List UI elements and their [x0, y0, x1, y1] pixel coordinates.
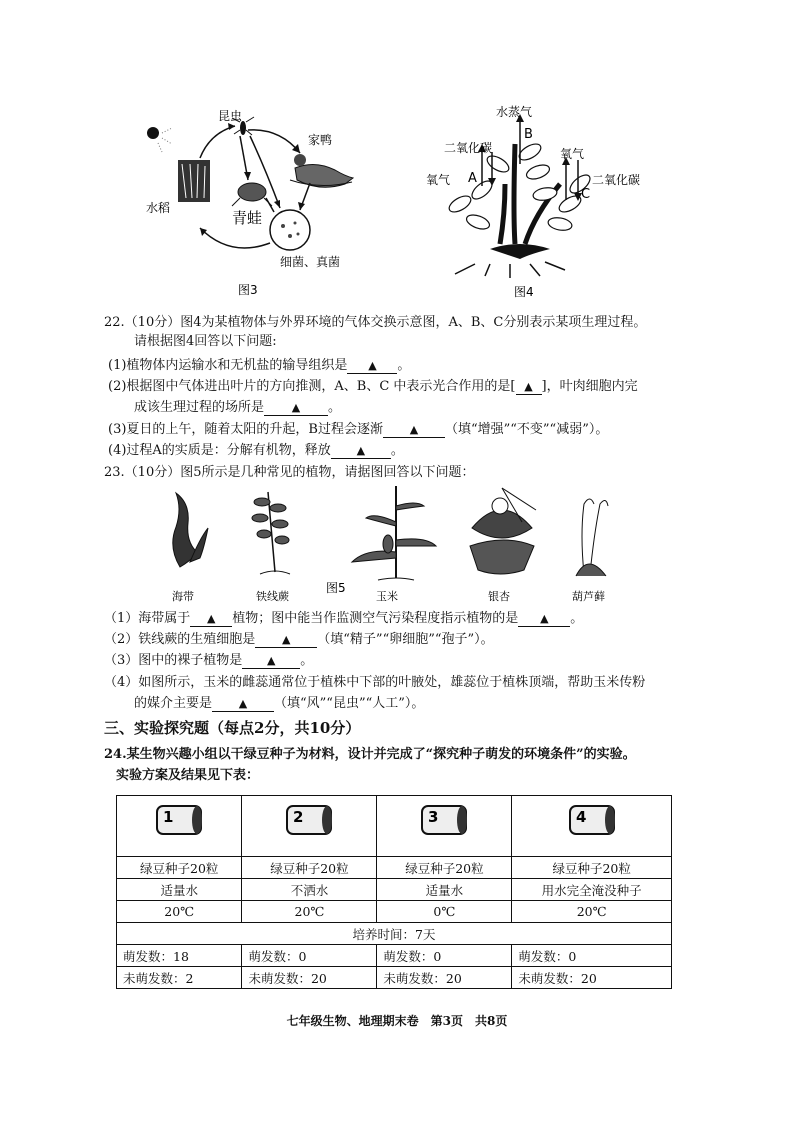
duck-icon — [290, 154, 353, 187]
frog-icon — [232, 183, 272, 206]
q22-stem2: 请根据图4回答以下问题: — [134, 334, 277, 349]
moss-icon — [576, 499, 608, 576]
temp-cell: 20℃ — [512, 901, 672, 923]
table-row — [117, 901, 672, 923]
ginkgo-icon — [470, 488, 536, 574]
not-germinated-cell: 未萌发数：20 — [242, 967, 377, 989]
frog-label: 青蛙 — [232, 209, 263, 227]
section-3-heading: 三、实验探究题（每点2分，共10分） — [104, 719, 361, 737]
answer-blank: ▲ — [242, 654, 300, 669]
figure-3 — [140, 108, 370, 303]
page-footer: 七年级生物、地理期末卷 第3页 共8页 — [286, 1014, 508, 1028]
answer-blank: ▲ — [212, 697, 274, 712]
answer-blank: ▲ — [255, 633, 317, 648]
q24-stem: 24.某生物兴趣小组以干绿豆种子为材料，设计并完成了“探究种子萌发的环境条件”的实验。 — [104, 747, 636, 762]
insect-label: 昆虫 — [218, 109, 243, 123]
jar-number: 1 — [163, 808, 174, 826]
figure-4 — [420, 104, 670, 304]
jar-cell — [377, 796, 512, 857]
fig4-caption: 图4 — [514, 285, 534, 299]
answer-blank: ▲ — [383, 423, 445, 438]
q22-stem: 22.（10分）图4为某植物体与外界环境的气体交换示意图，A、B、C分别表示某项生理过程。 — [104, 315, 647, 330]
o2-left-label: 氧气 — [426, 173, 451, 187]
answer-blank: ▲ — [347, 359, 397, 374]
seed-cell: 绿豆种子20粒 — [117, 857, 242, 879]
plant-label-moss: 葫芦藓 — [572, 590, 605, 603]
jar-cell — [242, 796, 377, 857]
germinated-cell: 萌发数：18 — [117, 945, 242, 967]
seed-cell: 绿豆种子20粒 — [512, 857, 672, 879]
jar-cell — [117, 796, 242, 857]
q22-item4: (4)过程A的实质是：分解有机物，释放 ▲ 。 — [108, 443, 404, 458]
water-cell: 适量水 — [117, 879, 242, 901]
time-cell: 培养时间：7天 — [117, 923, 672, 945]
a-label: A — [468, 171, 477, 186]
plant-label-corn: 玉米 — [376, 590, 398, 603]
q23-item3: （3）图中的裸子植物是 ▲ 。 — [104, 653, 314, 668]
q23-item1: （1）海带属于 ▲ 植物；图中能当作监测空气污染程度指示植物的是 ▲ 。 — [104, 611, 584, 626]
jar-icon — [151, 800, 207, 840]
table-row — [117, 879, 672, 901]
table-row — [117, 967, 672, 989]
jar-number: 2 — [293, 808, 304, 826]
q23-item4b: 的媒介主要是 ▲ （填“风”“昆虫”“人工”）。 — [134, 696, 425, 711]
answer-blank: ▲ — [264, 401, 328, 416]
q22-item2b: 成该生理过程的场所是 ▲ 。 — [134, 400, 342, 415]
rice-label: 水稻 — [146, 201, 171, 215]
fig5-caption: 图5 — [326, 581, 346, 595]
jar-icon — [281, 800, 337, 840]
q23-stem: 23.（10分）图5所示是几种常见的植物，请据图回答以下问题： — [104, 465, 475, 480]
jar-icon — [564, 800, 620, 840]
fig3-caption: 图3 — [238, 283, 258, 297]
corn-icon — [352, 486, 436, 580]
germinated-cell: 萌发数：0 — [242, 945, 377, 967]
temp-cell: 0℃ — [377, 901, 512, 923]
plant-label-kelp: 海带 — [172, 590, 194, 603]
germinated-cell: 萌发数：0 — [512, 945, 672, 967]
sun-icon — [147, 127, 159, 139]
jar-cell — [512, 796, 672, 857]
answer-blank: ▲ — [516, 380, 542, 395]
q22-item1: (1)植物体内运输水和无机盐的输导组织是 ▲ 。 — [108, 358, 411, 373]
kelp-icon — [173, 493, 208, 567]
o2-right-label: 氧气 — [560, 147, 585, 161]
not-germinated-cell: 未萌发数：2 — [117, 967, 242, 989]
table-row — [117, 796, 672, 857]
answer-blank: ▲ — [190, 612, 232, 627]
c-label: C — [581, 187, 591, 202]
answer-blank: ▲ — [331, 444, 391, 459]
co2-left-label: 二氧化碳 — [444, 141, 493, 155]
microbe-icon — [270, 210, 310, 250]
temp-cell: 20℃ — [117, 901, 242, 923]
fern-icon — [252, 492, 290, 574]
plant-label-ginkgo: 银杏 — [488, 590, 510, 603]
q24-stem2: 实验方案及结果见下表： — [116, 768, 260, 783]
experiment-table — [116, 795, 672, 989]
jar-number: 4 — [575, 808, 587, 826]
water-cell: 适量水 — [377, 879, 512, 901]
seed-cell: 绿豆种子20粒 — [242, 857, 377, 879]
plant-label-fern: 铁线蕨 — [256, 590, 289, 603]
b-label: B — [524, 127, 533, 142]
q23-item2: （2）铁线蕨的生殖细胞是 ▲ （填“精子”“卵细胞”“孢子”）。 — [104, 632, 494, 647]
jar-icon — [416, 800, 472, 840]
microbe-label: 细菌、真菌 — [280, 255, 341, 269]
figure-5 — [150, 482, 620, 604]
not-germinated-cell: 未萌发数：20 — [377, 967, 512, 989]
table-row — [117, 945, 672, 967]
jar-number: 3 — [428, 808, 439, 826]
q23-item4: （4）如图所示，玉米的雌蕊通常位于植株中下部的叶腋处，雄蕊位于植株顶端，帮助玉米传粉 — [104, 675, 646, 690]
duck-label: 家鸭 — [308, 133, 333, 147]
co2-right-label: 二氧化碳 — [592, 173, 641, 187]
vapor-label: 水蒸气 — [496, 105, 533, 119]
not-germinated-cell: 未萌发数：20 — [512, 967, 672, 989]
temp-cell: 20℃ — [242, 901, 377, 923]
germinated-cell: 萌发数：0 — [377, 945, 512, 967]
water-cell: 不洒水 — [242, 879, 377, 901]
seed-cell: 绿豆种子20粒 — [377, 857, 512, 879]
water-cell: 用水完全淹没种子 — [512, 879, 672, 901]
q22-item3: (3)夏日的上午，随着太阳的升起，B过程会逐渐 ▲ （填“增强”“不变”“减弱”）。 — [108, 422, 609, 437]
table-row — [117, 923, 672, 945]
answer-blank: ▲ — [518, 612, 570, 627]
q22-item2: (2)根据图中气体进出叶片的方向推测，A、B、C 中表示光合作用的是[ ▲ ]，叶肉细胞内完 — [108, 379, 638, 394]
table-row — [117, 857, 672, 879]
